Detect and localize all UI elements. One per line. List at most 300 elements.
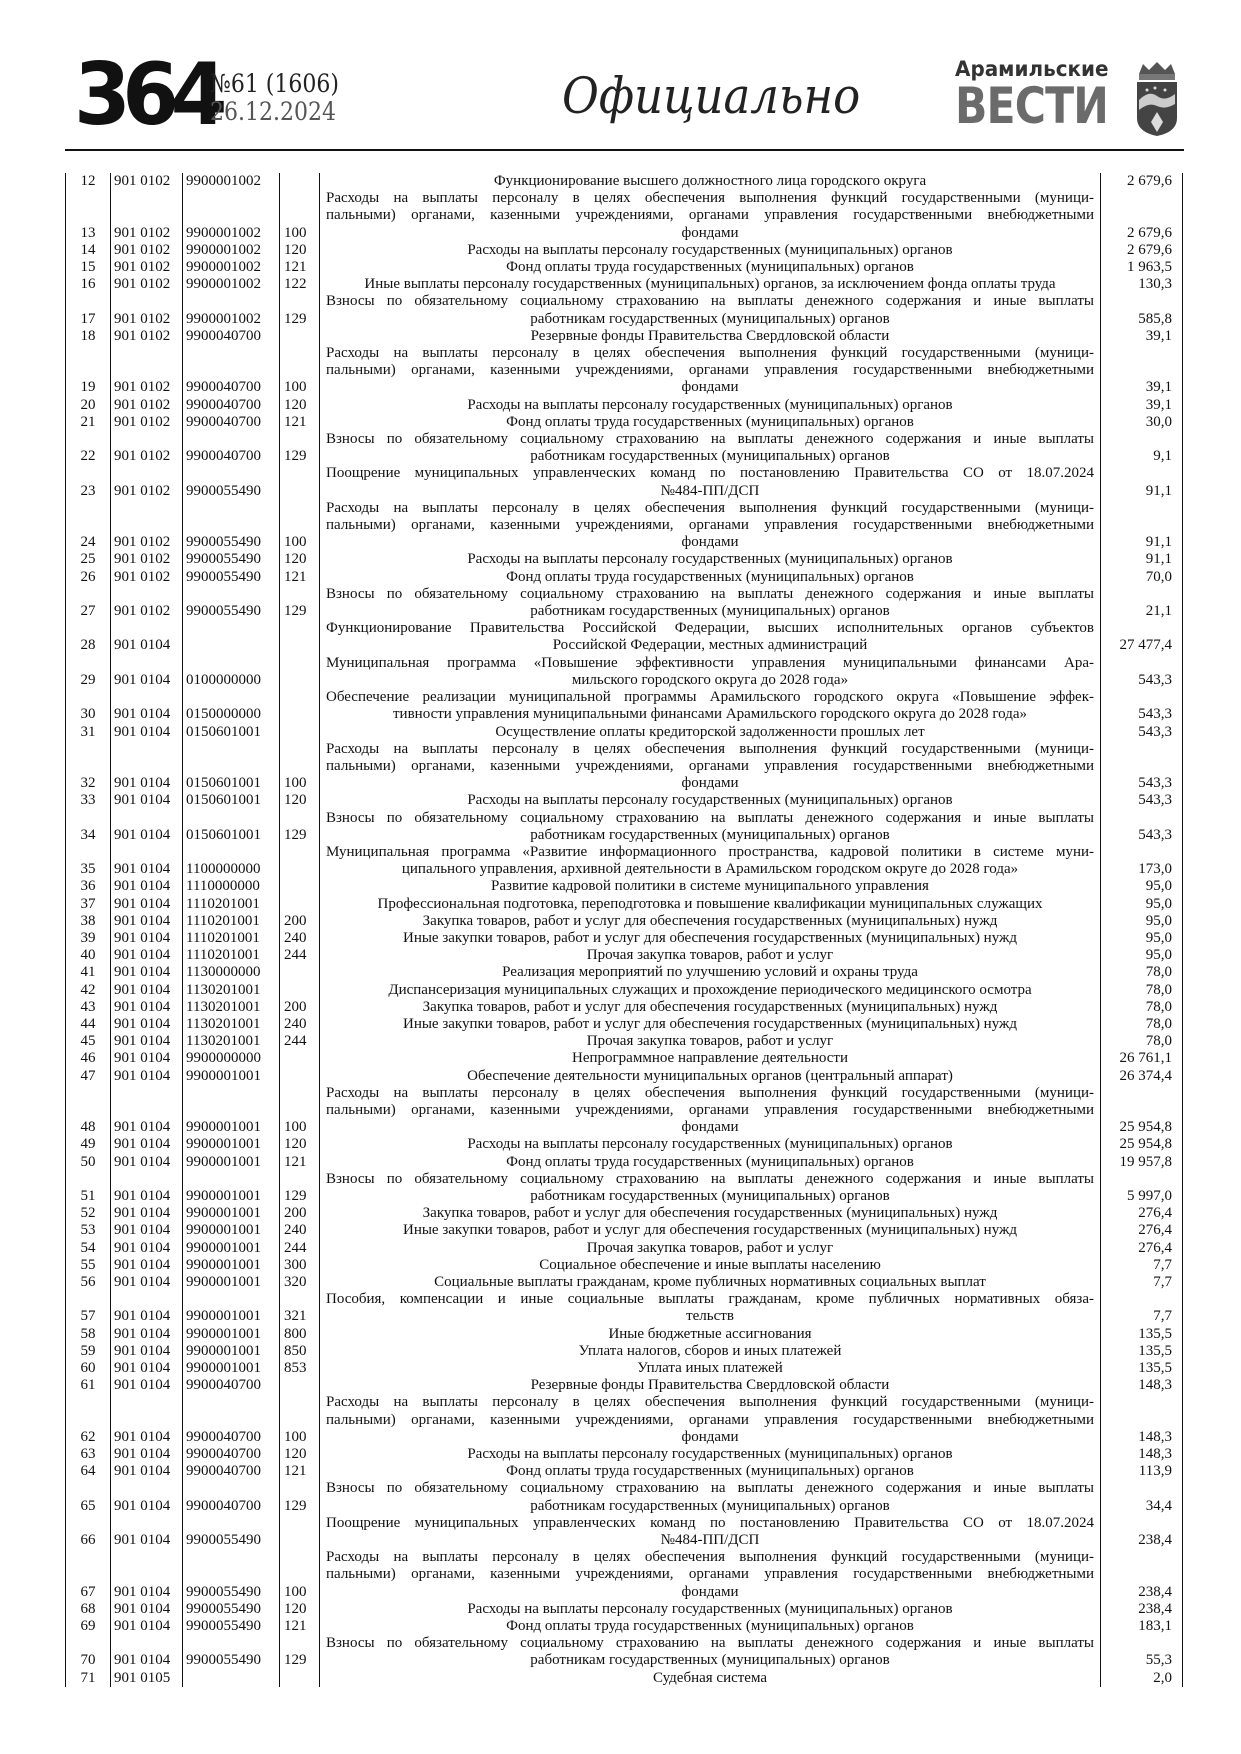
row-number: 33 — [66, 792, 111, 809]
section-code: 901 0105 — [111, 1670, 183, 1687]
row-number: 21 — [66, 414, 111, 431]
expense-type-code: 100 — [280, 190, 320, 242]
description-line: работникам государственных (муниципальных) органов — [530, 826, 890, 843]
coat-of-arms-icon — [1133, 60, 1181, 138]
table-row — [66, 620, 1183, 654]
description — [320, 190, 1101, 242]
amount: 135,5 — [1101, 1326, 1183, 1343]
description-line: Взносы по обязательному социальному страхованию на выплаты денежного содержания и иные выплаты — [326, 585, 1094, 602]
row-number: 70 — [66, 1635, 111, 1669]
section-code: 901 0104 — [111, 689, 183, 723]
description-line: ципального управления, архивной деятельности в Арамильском городском округе до 2028 года» — [401, 861, 1019, 878]
description-line: Резервные фонды Правительства Свердловской области — [530, 1377, 890, 1394]
row-number: 53 — [66, 1222, 111, 1239]
expense-type-code — [280, 173, 320, 190]
target-code: 9900040700 — [183, 1377, 280, 1394]
amount: 238,4 — [1101, 1515, 1183, 1549]
description-line: Фонд оплаты труда государственных (муниципальных) органов — [506, 259, 914, 276]
description — [320, 896, 1101, 913]
table-row — [66, 724, 1183, 741]
issue-date: 26.12.2024 — [210, 97, 336, 126]
table-row — [66, 1670, 1183, 1687]
description — [320, 741, 1101, 793]
description-line: работникам государственных (муниципальных) органов — [530, 603, 890, 620]
description — [320, 345, 1101, 397]
row-number: 47 — [66, 1068, 111, 1085]
table-row — [66, 1085, 1183, 1137]
brand-top: Арамильские — [955, 57, 1109, 81]
description — [320, 689, 1101, 723]
table-row — [66, 930, 1183, 947]
description — [320, 1326, 1101, 1343]
row-number: 18 — [66, 328, 111, 345]
target-code: 1130201001 — [183, 982, 280, 999]
description-line: Поощрение муниципальных управленческих команд по постановлению Правительства СО от 18.07.2024 — [326, 465, 1094, 482]
section-code: 901 0102 — [111, 173, 183, 190]
table-row — [66, 1033, 1183, 1050]
amount: 95,0 — [1101, 947, 1183, 964]
description-line: Поощрение муниципальных управленческих команд по постановлению Правительства СО от 18.07.2024 — [326, 1514, 1094, 1531]
row-number: 16 — [66, 276, 111, 293]
expense-type-code — [280, 844, 320, 878]
row-number: 30 — [66, 689, 111, 723]
description — [320, 1274, 1101, 1291]
section-code: 901 0104 — [111, 1257, 183, 1274]
section-code: 901 0104 — [111, 1154, 183, 1171]
target-code: 9900001002 — [183, 259, 280, 276]
section-code: 901 0104 — [111, 1635, 183, 1669]
description — [320, 1171, 1101, 1205]
target-code: 1100000000 — [183, 844, 280, 878]
row-number: 22 — [66, 431, 111, 465]
amount: 26 761,1 — [1101, 1050, 1183, 1067]
section-code: 901 0104 — [111, 1016, 183, 1033]
table-row — [66, 500, 1183, 552]
description-line: пальными) органами, казенными учреждениями, органами управления государственными внебюджетными — [326, 362, 1094, 379]
section-code: 901 0104 — [111, 1240, 183, 1257]
description-line: фондами — [681, 224, 739, 241]
amount: 91,1 — [1101, 551, 1183, 568]
section-code: 901 0104 — [111, 844, 183, 878]
expense-type-code: 200 — [280, 1205, 320, 1222]
row-number: 60 — [66, 1360, 111, 1377]
table-row — [66, 1549, 1183, 1601]
table-row — [66, 551, 1183, 568]
target-code: 9900001002 — [183, 242, 280, 259]
table-row — [66, 913, 1183, 930]
expense-type-code — [280, 1068, 320, 1085]
amount: 7,7 — [1101, 1274, 1183, 1291]
target-code: 9900001001 — [183, 1171, 280, 1205]
target-code: 9900001001 — [183, 1205, 280, 1222]
target-code: 0150601001 — [183, 724, 280, 741]
row-number: 31 — [66, 724, 111, 741]
description-line: Иные выплаты персоналу государственных (муниципальных) органов, за исключением фонда оплаты труда — [364, 276, 1056, 293]
description — [320, 1446, 1101, 1463]
target-code: 9900001001 — [183, 1291, 280, 1325]
amount: 95,0 — [1101, 878, 1183, 895]
table-row — [66, 655, 1183, 689]
description — [320, 844, 1101, 878]
section-code: 901 0104 — [111, 1515, 183, 1549]
description-line: Расходы на выплаты персоналу государственных (муниципальных) органов — [467, 1446, 953, 1463]
target-code: 1130000000 — [183, 964, 280, 981]
description-line: Фонд оплаты труда государственных (муниципальных) органов — [506, 568, 914, 585]
target-code: 9900055490 — [183, 551, 280, 568]
expense-type-code: 100 — [280, 1549, 320, 1601]
amount: 27 477,4 — [1101, 620, 1183, 654]
row-number: 66 — [66, 1515, 111, 1549]
amount: 70,0 — [1101, 569, 1183, 586]
target-code: 9900055490 — [183, 500, 280, 552]
description — [320, 1515, 1101, 1549]
row-number: 35 — [66, 844, 111, 878]
row-number: 27 — [66, 586, 111, 620]
description-line: фондами — [681, 1428, 739, 1445]
expense-type-code: 121 — [280, 414, 320, 431]
expense-type-code: 100 — [280, 741, 320, 793]
section-code: 901 0102 — [111, 551, 183, 568]
expense-type-code: 200 — [280, 999, 320, 1016]
section-code: 901 0102 — [111, 328, 183, 345]
description — [320, 173, 1101, 190]
row-number: 19 — [66, 345, 111, 397]
description-line: тельств — [686, 1308, 734, 1325]
amount: 25 954,8 — [1101, 1136, 1183, 1153]
description — [320, 1635, 1101, 1669]
expense-type-code: 100 — [280, 1085, 320, 1137]
row-number: 62 — [66, 1394, 111, 1446]
description-line: Фонд оплаты труда государственных (муниципальных) органов — [506, 1618, 914, 1635]
expense-type-code: 200 — [280, 913, 320, 930]
amount: 78,0 — [1101, 982, 1183, 999]
description-line: Расходы на выплаты персоналу в целях обеспечения выполнения функций государственными (муници- — [326, 740, 1094, 757]
target-code: 9900001002 — [183, 293, 280, 327]
target-code: 1130201001 — [183, 1016, 280, 1033]
description — [320, 1205, 1101, 1222]
section-code: 901 0104 — [111, 878, 183, 895]
table-row — [66, 1601, 1183, 1618]
amount: 1 963,5 — [1101, 259, 1183, 276]
row-number: 15 — [66, 259, 111, 276]
row-number: 56 — [66, 1274, 111, 1291]
expense-type-code — [280, 896, 320, 913]
section-code: 901 0102 — [111, 345, 183, 397]
expense-type-code: 244 — [280, 1240, 320, 1257]
table-row — [66, 1446, 1183, 1463]
expense-type-code: 122 — [280, 276, 320, 293]
expense-type-code: 129 — [280, 431, 320, 465]
target-code: 9900001002 — [183, 190, 280, 242]
description-line: Взносы по обязательному социальному страхованию на выплаты денежного содержания и иные выплаты — [326, 293, 1094, 310]
amount: 135,5 — [1101, 1360, 1183, 1377]
description-line: Муниципальная программа «Развитие информационного пространства, кадровой политики в системе муни- — [326, 843, 1094, 860]
table-row — [66, 465, 1183, 499]
description — [320, 1016, 1101, 1033]
section-code: 901 0104 — [111, 1222, 183, 1239]
expense-type-code: 100 — [280, 345, 320, 397]
row-number: 42 — [66, 982, 111, 999]
expense-type-code — [280, 1670, 320, 1687]
table-row — [66, 293, 1183, 327]
description-line: фондами — [681, 775, 739, 792]
row-number: 17 — [66, 293, 111, 327]
description-line: Иные закупки товаров, работ и услуг для обеспечения государственных (муниципальных) нужд — [402, 1015, 1018, 1032]
row-number: 68 — [66, 1601, 111, 1618]
amount: 78,0 — [1101, 964, 1183, 981]
expense-type-code: 121 — [280, 1618, 320, 1635]
amount: 78,0 — [1101, 1033, 1183, 1050]
expense-type-code — [280, 1515, 320, 1549]
description-line: Расходы на выплаты персоналу в целях обеспечения выполнения функций государственными (муници- — [326, 1394, 1094, 1411]
amount: 2 679,6 — [1101, 173, 1183, 190]
target-code: 1130201001 — [183, 999, 280, 1016]
section-code: 901 0104 — [111, 1274, 183, 1291]
page-number-logo: 364 — [74, 45, 219, 145]
section-code: 901 0102 — [111, 465, 183, 499]
table-row — [66, 1016, 1183, 1033]
target-code: 9900001001 — [183, 1257, 280, 1274]
description — [320, 242, 1101, 259]
description-line: Социальные выплаты гражданам, кроме публичных нормативных социальных выплат — [434, 1274, 986, 1290]
expense-type-code: 129 — [280, 1635, 320, 1669]
amount: 39,1 — [1101, 345, 1183, 397]
target-code: 9900001001 — [183, 1068, 280, 1085]
section-code: 901 0104 — [111, 930, 183, 947]
table-row — [66, 1480, 1183, 1514]
description-line: №484-ПП/ДСП — [660, 482, 760, 499]
target-code: 9900000000 — [183, 1050, 280, 1067]
table-row — [66, 964, 1183, 981]
section-code: 901 0104 — [111, 1343, 183, 1360]
issue-info — [210, 70, 339, 126]
description-line: Обеспечение реализации муниципальной программы Арамильского городского округа «Повышение эффек- — [326, 689, 1094, 706]
description-line: Обеспечение деятельности муниципальных органов (центральный аппарат) — [467, 1067, 953, 1084]
description-line: работникам государственных (муниципальных) органов — [530, 310, 890, 327]
amount: 39,1 — [1101, 397, 1183, 414]
section-code: 901 0104 — [111, 964, 183, 981]
description — [320, 947, 1101, 964]
expense-type-code: 120 — [280, 1601, 320, 1618]
table-row — [66, 1222, 1183, 1239]
row-number: 20 — [66, 397, 111, 414]
description — [320, 982, 1101, 999]
row-number: 39 — [66, 930, 111, 947]
section-code: 901 0104 — [111, 1549, 183, 1601]
amount: 148,3 — [1101, 1377, 1183, 1394]
table-row — [66, 878, 1183, 895]
description-line: Судебная система — [652, 1669, 768, 1686]
description — [320, 1136, 1101, 1153]
amount: 78,0 — [1101, 1016, 1183, 1033]
description-line: Прочая закупка товаров, работ и услуг — [586, 947, 834, 964]
table-row — [66, 173, 1183, 190]
section-code: 901 0104 — [111, 1463, 183, 1480]
amount: 19 957,8 — [1101, 1154, 1183, 1171]
row-number: 38 — [66, 913, 111, 930]
description-line: №484-ПП/ДСП — [660, 1532, 760, 1549]
amount: 39,1 — [1101, 328, 1183, 345]
amount: 276,4 — [1101, 1205, 1183, 1222]
target-code: 1110201001 — [183, 947, 280, 964]
description-line: фондами — [681, 1583, 739, 1600]
section-code: 901 0102 — [111, 293, 183, 327]
description-line: Взносы по обязательному социальному страхованию на выплаты денежного содержания и иные выплаты — [326, 431, 1094, 448]
amount: 34,4 — [1101, 1480, 1183, 1514]
amount: 91,1 — [1101, 465, 1183, 499]
target-code — [183, 620, 280, 654]
target-code: 9900055490 — [183, 586, 280, 620]
row-number: 37 — [66, 896, 111, 913]
description — [320, 1670, 1101, 1687]
expense-type-code — [280, 1050, 320, 1067]
expense-type-code — [280, 465, 320, 499]
description — [320, 1377, 1101, 1394]
section-code: 901 0104 — [111, 947, 183, 964]
description — [320, 1601, 1101, 1618]
description-line: Закупка товаров, работ и услуг для обеспечения государственных (муниципальных) нужд — [422, 912, 998, 929]
description-line: Расходы на выплаты персоналу в целях обеспечения выполнения функций государственными (муници- — [326, 499, 1094, 516]
row-number: 69 — [66, 1618, 111, 1635]
target-code: 9900001001 — [183, 1360, 280, 1377]
expense-type-code — [280, 982, 320, 999]
row-number: 41 — [66, 964, 111, 981]
description — [320, 1549, 1101, 1601]
target-code: 9900001001 — [183, 1136, 280, 1153]
row-number: 46 — [66, 1050, 111, 1067]
section-code: 901 0102 — [111, 276, 183, 293]
description — [320, 551, 1101, 568]
expense-type-code: 100 — [280, 500, 320, 552]
section-code: 901 0104 — [111, 655, 183, 689]
target-code: 1130201001 — [183, 1033, 280, 1050]
description — [320, 397, 1101, 414]
table-row — [66, 345, 1183, 397]
description-line: Расходы на выплаты персоналу государственных (муниципальных) органов — [467, 396, 953, 413]
amount: 173,0 — [1101, 844, 1183, 878]
expense-type-code: 129 — [280, 293, 320, 327]
expense-type-code — [280, 724, 320, 741]
section-code: 901 0104 — [111, 1171, 183, 1205]
target-code: 9900055490 — [183, 1601, 280, 1618]
table-row — [66, 1050, 1183, 1067]
amount: 543,3 — [1101, 810, 1183, 844]
expense-type-code — [280, 328, 320, 345]
table-row — [66, 242, 1183, 259]
description-line: работникам государственных (муниципальных) органов — [530, 1497, 890, 1514]
section-code: 901 0104 — [111, 1033, 183, 1050]
row-number: 58 — [66, 1326, 111, 1343]
target-code: 9900055490 — [183, 1549, 280, 1601]
description-line: работникам государственных (муниципальных) органов — [530, 448, 890, 465]
target-code: 0150601001 — [183, 810, 280, 844]
expense-type-code: 120 — [280, 1136, 320, 1153]
description — [320, 999, 1101, 1016]
row-number: 65 — [66, 1480, 111, 1514]
description-line: Уплата иных платежей — [637, 1360, 783, 1377]
row-number: 57 — [66, 1291, 111, 1325]
description-line: Взносы по обязательному социальному страхованию на выплаты денежного содержания и иные выплаты — [326, 1170, 1094, 1187]
table-row — [66, 397, 1183, 414]
target-code: 9900040700 — [183, 431, 280, 465]
amount: 5 997,0 — [1101, 1171, 1183, 1205]
expense-type-code: 129 — [280, 1480, 320, 1514]
table-row — [66, 792, 1183, 809]
section-code: 901 0104 — [111, 1480, 183, 1514]
budget-table — [65, 173, 1183, 1687]
row-number: 67 — [66, 1549, 111, 1601]
section-code: 901 0104 — [111, 1601, 183, 1618]
amount: 30,0 — [1101, 414, 1183, 431]
amount: 25 954,8 — [1101, 1085, 1183, 1137]
section-code: 901 0104 — [111, 1136, 183, 1153]
section-code: 901 0104 — [111, 1068, 183, 1085]
table-row — [66, 810, 1183, 844]
row-number: 26 — [66, 569, 111, 586]
description-line: пальными) органами, казенными учреждениями, органами управления государственными внебюджетными — [326, 1101, 1094, 1118]
description-line: Профессиональная подготовка, переподготовка и повышение квалификации муниципальных служащих — [377, 895, 1043, 912]
expense-type-code: 300 — [280, 1257, 320, 1274]
target-code: 9900001001 — [183, 1085, 280, 1137]
row-number: 32 — [66, 741, 111, 793]
description-line: Прочая закупка товаров, работ и услуг — [586, 1033, 834, 1050]
table-row — [66, 1171, 1183, 1205]
amount: 183,1 — [1101, 1618, 1183, 1635]
description-line: пальными) органами, казенными учреждениями, органами управления государственными внебюджетными — [326, 1411, 1094, 1428]
expense-type-code: 121 — [280, 1154, 320, 1171]
amount: 2,0 — [1101, 1670, 1183, 1687]
row-number: 55 — [66, 1257, 111, 1274]
table-row — [66, 896, 1183, 913]
table-row — [66, 689, 1183, 723]
description — [320, 810, 1101, 844]
section-code: 901 0102 — [111, 500, 183, 552]
section-code: 901 0104 — [111, 1050, 183, 1067]
target-code: 0150601001 — [183, 741, 280, 793]
description-line: работникам государственных (муниципальных) органов — [530, 1187, 890, 1204]
description — [320, 724, 1101, 741]
amount: 95,0 — [1101, 896, 1183, 913]
row-number: 50 — [66, 1154, 111, 1171]
row-number: 12 — [66, 173, 111, 190]
table-row — [66, 741, 1183, 793]
expense-type-code — [280, 689, 320, 723]
row-number: 71 — [66, 1670, 111, 1687]
description-line: Социальное обеспечение и иные выплаты населению — [539, 1256, 881, 1273]
table-row — [66, 276, 1183, 293]
amount: 95,0 — [1101, 913, 1183, 930]
section-title: Официально — [562, 67, 861, 125]
row-number: 48 — [66, 1085, 111, 1137]
amount: 130,3 — [1101, 276, 1183, 293]
table-row — [66, 1068, 1183, 1085]
table-row — [66, 1274, 1183, 1291]
description-line: фондами — [681, 379, 739, 396]
expense-type-code: 120 — [280, 1446, 320, 1463]
expense-type-code: 240 — [280, 930, 320, 947]
description-line: Взносы по обязательному социальному страхованию на выплаты денежного содержания и иные выплаты — [326, 1480, 1094, 1497]
row-number: 49 — [66, 1136, 111, 1153]
target-code: 9900040700 — [183, 1480, 280, 1514]
section-code: 901 0104 — [111, 1377, 183, 1394]
newspaper-logo — [955, 57, 1125, 135]
section-code: 901 0104 — [111, 982, 183, 999]
table-row — [66, 982, 1183, 999]
description — [320, 1463, 1101, 1480]
description — [320, 620, 1101, 654]
table-row — [66, 1291, 1183, 1325]
row-number: 61 — [66, 1377, 111, 1394]
